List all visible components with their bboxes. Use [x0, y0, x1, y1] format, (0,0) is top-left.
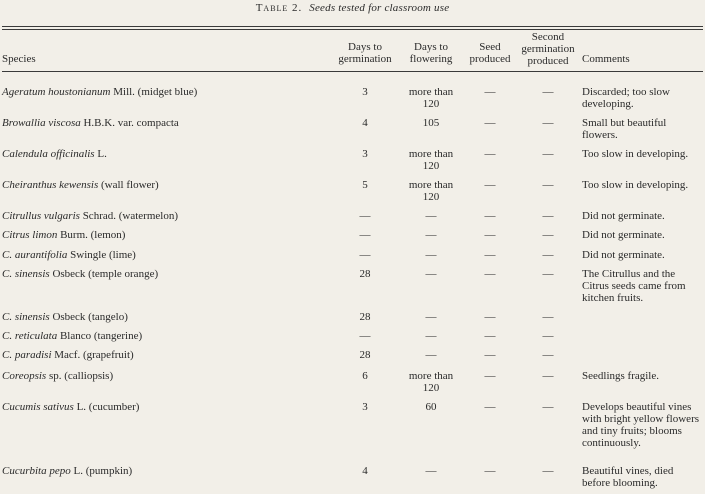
- species-latin-name: C. aurantifolia: [2, 249, 68, 261]
- species-latin-name: Cucumis sativus: [2, 401, 74, 413]
- second-germination-cell: —: [542, 249, 554, 261]
- table-number: Table 2.: [255, 2, 303, 14]
- comments-cell: Small but beautiful flowers.: [582, 117, 667, 141]
- header-seed-produced: Seed produced: [469, 41, 511, 65]
- comments-cell: Did not germinate.: [582, 210, 665, 222]
- second-germination-cell: —: [542, 179, 554, 191]
- species-cell: [2, 86, 197, 98]
- comments-cell: Beautiful vines, died before blooming.: [582, 465, 674, 489]
- species-cell: [2, 401, 139, 413]
- comments-cell: Seedlings fragile.: [582, 370, 659, 382]
- flowering-cell: more than 120: [408, 370, 454, 394]
- flowering-cell: —: [425, 465, 437, 477]
- species-common-name: sp. (calliopsis): [46, 370, 114, 382]
- germination-cell: —: [359, 210, 371, 222]
- seed-produced-cell: —: [484, 229, 496, 241]
- germination-cell: 28: [359, 311, 371, 323]
- species-latin-name: C. sinensis: [2, 311, 50, 323]
- header-species: Species: [2, 53, 36, 65]
- seed-produced-cell: —: [484, 401, 496, 413]
- second-germination-cell: —: [542, 148, 554, 160]
- header-rule: [2, 71, 703, 72]
- second-germination-cell: —: [542, 465, 554, 477]
- second-germination-cell: —: [542, 268, 554, 280]
- species-cell: [2, 465, 132, 477]
- seed-produced-cell: —: [484, 117, 496, 129]
- species-common-name: L.: [94, 148, 107, 160]
- comments-cell: Did not germinate.: [582, 229, 665, 241]
- species-latin-name: Ageratum houstonianum: [2, 86, 111, 98]
- species-common-name: L. (pumpkin): [70, 465, 133, 477]
- header-comments: Comments: [582, 53, 630, 65]
- seed-produced-cell: —: [484, 179, 496, 191]
- germination-cell: 3: [362, 86, 368, 98]
- species-latin-name: C. sinensis: [2, 268, 50, 280]
- second-germination-cell: —: [542, 330, 554, 342]
- germination-cell: —: [359, 249, 371, 261]
- second-germination-cell: —: [542, 370, 554, 382]
- species-cell: [2, 229, 125, 241]
- seed-produced-cell: —: [484, 210, 496, 222]
- comments-cell: The Citrullus and the Citrus seeds came from kitchen fruits.: [582, 268, 686, 304]
- second-germination-cell: —: [542, 349, 554, 361]
- germination-cell: 3: [362, 148, 368, 160]
- species-cell: [2, 370, 113, 382]
- species-cell: [2, 349, 134, 361]
- species-common-name: L. (cucumber): [73, 401, 140, 413]
- seed-produced-cell: —: [484, 465, 496, 477]
- species-common-name: Schrad. (watermelon): [79, 210, 178, 222]
- flowering-cell: more than 120: [408, 86, 454, 110]
- table-caption: [0, 2, 705, 14]
- comments-cell: Did not germinate.: [582, 249, 665, 261]
- top-rule: [2, 26, 703, 27]
- second-germination-cell: —: [542, 210, 554, 222]
- species-cell: [2, 210, 178, 222]
- second-germination-cell: —: [542, 401, 554, 413]
- comments-cell: Too slow in developing.: [582, 148, 689, 160]
- species-common-name: Mill. (midget blue): [110, 86, 198, 98]
- species-cell: [2, 117, 179, 129]
- comments-cell: Discarded; too slow developing.: [582, 86, 670, 110]
- flowering-cell: —: [425, 229, 437, 241]
- species-latin-name: Citrullus vulgaris: [2, 210, 80, 222]
- germination-cell: —: [359, 229, 371, 241]
- species-latin-name: Cheiranthus kewensis: [2, 179, 99, 191]
- species-cell: [2, 249, 136, 261]
- germination-cell: 3: [362, 401, 368, 413]
- header-days-germination: Days to germination: [338, 41, 392, 65]
- flowering-cell: 105: [422, 117, 440, 129]
- species-common-name: Macf. (grapefruit): [51, 349, 134, 361]
- species-cell: [2, 148, 107, 160]
- comments-cell: Develops beautiful vines with bright yellow flowers and tiny fruits; blooms continuously.: [582, 401, 700, 449]
- flowering-cell: —: [425, 249, 437, 261]
- flowering-cell: —: [425, 268, 437, 280]
- seed-produced-cell: —: [484, 370, 496, 382]
- flowering-cell: —: [425, 330, 437, 342]
- species-latin-name: Citrus limon: [2, 229, 58, 241]
- second-germination-cell: —: [542, 117, 554, 129]
- germination-cell: 4: [362, 465, 368, 477]
- germination-cell: 5: [362, 179, 368, 191]
- species-common-name: Burm. (lemon): [57, 229, 126, 241]
- second-germination-cell: —: [542, 311, 554, 323]
- second-germination-cell: —: [542, 86, 554, 98]
- species-latin-name: Calendula officinalis: [2, 148, 95, 160]
- species-cell: [2, 268, 158, 280]
- second-germination-cell: —: [542, 229, 554, 241]
- germination-cell: 28: [359, 349, 371, 361]
- species-common-name: Osbeck (tangelo): [49, 311, 128, 323]
- species-common-name: H.B.K. var. compacta: [80, 117, 179, 129]
- header-days-flowering: Days to flowering: [409, 41, 453, 65]
- species-common-name: Swingle (lime): [67, 249, 136, 261]
- species-latin-name: Coreopsis: [2, 370, 47, 382]
- seed-produced-cell: —: [484, 249, 496, 261]
- seed-produced-cell: —: [484, 330, 496, 342]
- flowering-cell: 60: [425, 401, 437, 413]
- species-latin-name: Cucurbita pepo: [2, 465, 71, 477]
- flowering-cell: more than 120: [408, 148, 454, 172]
- species-cell: [2, 311, 128, 323]
- flowering-cell: —: [425, 311, 437, 323]
- species-latin-name: Browallia viscosa: [2, 117, 81, 129]
- seed-produced-cell: —: [484, 86, 496, 98]
- species-common-name: Osbeck (temple orange): [49, 268, 159, 280]
- seed-produced-cell: —: [484, 349, 496, 361]
- germination-cell: 6: [362, 370, 368, 382]
- species-cell: [2, 330, 142, 342]
- flowering-cell: more than 120: [408, 179, 454, 203]
- species-latin-name: C. reticulata: [2, 330, 58, 342]
- seed-produced-cell: —: [484, 268, 496, 280]
- species-common-name: Blanco (tangerine): [57, 330, 143, 342]
- seed-produced-cell: —: [484, 148, 496, 160]
- flowering-cell: —: [425, 349, 437, 361]
- seed-produced-cell: —: [484, 311, 496, 323]
- header-second-germination: Second germination produced: [521, 31, 575, 67]
- top-rule-double: [2, 29, 703, 30]
- germination-cell: —: [359, 330, 371, 342]
- table-title: Seeds tested for classroom use: [309, 2, 450, 14]
- germination-cell: 4: [362, 117, 368, 129]
- comments-cell: Too slow in developing.: [582, 179, 689, 191]
- species-common-name: (wall flower): [98, 179, 159, 191]
- species-latin-name: C. paradisi: [2, 349, 52, 361]
- germination-cell: 28: [359, 268, 371, 280]
- species-cell: [2, 179, 159, 191]
- flowering-cell: —: [425, 210, 437, 222]
